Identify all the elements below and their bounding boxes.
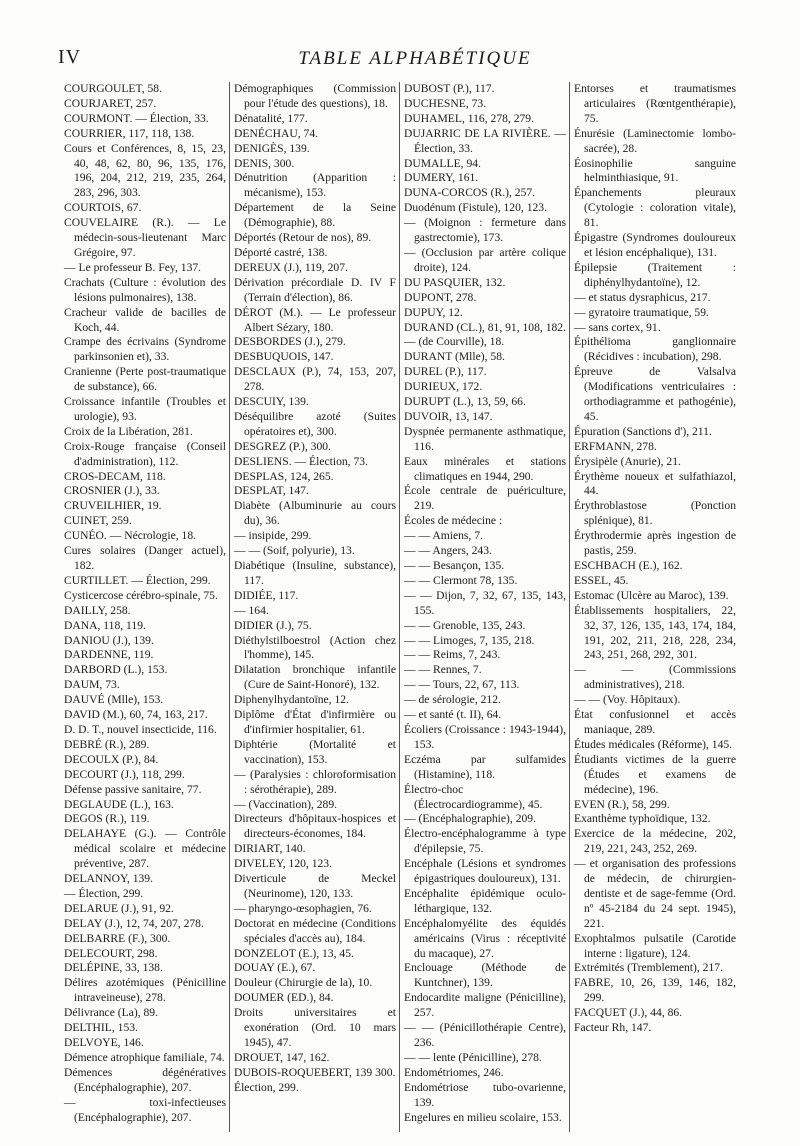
index-entry: — toxi-infectieuses (Encéphalographie), 207. bbox=[64, 1095, 226, 1124]
index-entry: DARDENNE, 119. bbox=[64, 648, 154, 662]
index-entry: DURAND (CL.), 81, 91, 108, 182. bbox=[404, 320, 566, 334]
index-entry: Croix-Rouge française (Conseil d'administration), 112. bbox=[64, 439, 226, 468]
index-entry: Entorses et traumatismes articulaires (Rœntgenthérapie), 75. bbox=[574, 82, 736, 125]
index-column-1 bbox=[64, 82, 226, 1125]
index-entry: Démographiques (Commission pour l'étude des questions), 18. bbox=[234, 82, 396, 110]
index-entry: Croix de la Libération, 281. bbox=[64, 424, 193, 438]
index-entry: Épuration (Sanctions d'), 211. bbox=[574, 424, 712, 438]
index-entry: Endométriomes, 246. bbox=[404, 1065, 504, 1079]
index-entry: DUJARRIC DE LA RIVIÈRE. — Élection, 33. bbox=[404, 126, 566, 155]
index-entry: Endocardite maligne (Pénicilline), 257. bbox=[404, 991, 566, 1020]
index-entry: DELECOURT, 298. bbox=[64, 946, 158, 960]
index-entry: Doctorat en médecine (Conditions spéciales d'accès au), 184. bbox=[234, 916, 396, 945]
index-entry: DELVOYE, 146. bbox=[64, 1036, 144, 1049]
index-entry: Dénatalité, 177. bbox=[234, 111, 308, 125]
index-entry: — gyratoire traumatique, 59. bbox=[574, 305, 709, 319]
index-entry: Eaux minérales et stations climatiques en 1944, 290. bbox=[404, 454, 566, 483]
index-entry: DIDIÉE, 117. bbox=[234, 588, 299, 602]
index-column-2 bbox=[234, 82, 396, 1096]
index-entry: DUNA-CORCOS (R.), 257. bbox=[404, 186, 536, 200]
index-entry: — (Occlusion par artère colique droite), 124. bbox=[404, 245, 566, 274]
index-entry: DANA, 118, 119. bbox=[64, 618, 146, 632]
index-entry: DEBRÉ (R.), 289. bbox=[64, 737, 150, 751]
index-entry: Enclouage (Méthode de Kuntchner), 139. bbox=[404, 961, 566, 990]
index-entry: Déséquilibre azoté (Suites opératoires et), 300. bbox=[234, 409, 396, 438]
index-entry: DUPONT, 278. bbox=[404, 290, 477, 304]
index-entry: DEREUX (J.), 119, 207. bbox=[234, 260, 348, 274]
index-entry: CURTILLET. — Élection, 299. bbox=[64, 573, 211, 587]
index-entry: — Le professeur B. Fey, 137. bbox=[64, 260, 202, 274]
index-entry: COURRIER, 117, 118, 138. bbox=[64, 126, 195, 140]
index-entry: Diabète (Albuminurie au cours du), 36. bbox=[234, 499, 396, 528]
index-entry: DAUVÉ (Mlle), 153. bbox=[64, 693, 164, 707]
index-entry: DELAY (J.), 12, 74, 207, 278. bbox=[64, 916, 204, 930]
index-entry: Éosinophilie sanguine helminthiasique, 91. bbox=[574, 156, 736, 185]
index-entry: Étudiants victimes de la guerre (Études et examens de médecine), 196. bbox=[574, 752, 736, 796]
index-entry: — — (Soif, polyurie), 13. bbox=[234, 544, 355, 558]
index-entry: EVEN (R.), 58, 299. bbox=[574, 797, 670, 811]
index-entry: Encéphalomyélite des équidés américains (Virus : réceptivité du macaque), 27. bbox=[404, 916, 566, 960]
index-entry: DEGOS (R.), 119. bbox=[64, 812, 150, 826]
index-entry: DECOURT (J.), 118, 299. bbox=[64, 767, 185, 781]
index-entry: Déporté castré, 138. bbox=[234, 245, 328, 259]
index-entry: DAUM, 73. bbox=[64, 678, 120, 692]
index-entry: FABRE, 10, 26, 139, 146, 182, 299. bbox=[574, 976, 736, 1005]
index-entry: DUBOST (P.), 117. bbox=[404, 82, 495, 95]
index-entry: CROS-DECAM, 118. bbox=[64, 469, 166, 483]
index-entry: — et status dysraphicus, 217. bbox=[574, 290, 711, 304]
index-entry: — (Encéphalographie), 209. bbox=[404, 812, 536, 826]
index-entry: — — Tours, 22, 67, 113. bbox=[404, 678, 520, 692]
index-entry: État confusionnel et accès maniaque, 289. bbox=[574, 708, 736, 736]
index-entry: DENIS, 300. bbox=[234, 156, 295, 170]
index-entry: DUREL (P.), 117. bbox=[404, 365, 487, 379]
index-entry: DANIOU (J.), 139. bbox=[64, 633, 154, 647]
index-entry: — 164. bbox=[234, 603, 269, 617]
index-entry: Extrémités (Tremblement), 217. bbox=[574, 961, 723, 975]
index-entry: — — Clermont 78, 135. bbox=[404, 573, 518, 587]
index-entry: — (de Courville), 18. bbox=[404, 335, 505, 349]
index-entry: DAVID (M.), 60, 74, 163, 217. bbox=[64, 708, 208, 722]
index-entry: — Élection, 299. bbox=[64, 886, 144, 900]
index-entry: ESSEL, 45. bbox=[574, 573, 629, 587]
index-entry: Crampe des écrivains (Syndrome parkinsonien et), 33. bbox=[64, 335, 226, 364]
index-entry: COURTOIS, 67. bbox=[64, 201, 142, 215]
index-entry: DOUAY (E.), 67. bbox=[234, 961, 316, 975]
index-entry: DUCHESNE, 73. bbox=[404, 96, 487, 110]
index-entry: Écoles de médecine : bbox=[404, 514, 503, 528]
index-entry: DELÉPINE, 33, 138. bbox=[64, 961, 163, 975]
index-entry: Énurésie (Laminectomie lombo-sacrée), 28. bbox=[574, 126, 736, 155]
index-entry: DENIGÈS, 139. bbox=[234, 141, 310, 155]
index-entry: Cysticercose cérébro-spinale, 75. bbox=[64, 588, 218, 602]
index-entry: Élection, 299. bbox=[234, 1080, 299, 1094]
index-column-4 bbox=[574, 82, 736, 1036]
page-number: IV bbox=[58, 46, 82, 68]
index-entry: — — Besançon, 135. bbox=[404, 559, 505, 572]
index-entry: Facteur Rh, 147. bbox=[574, 1021, 652, 1035]
column-divider bbox=[229, 82, 230, 1132]
index-entry: DIRIART, 140. bbox=[234, 842, 306, 856]
index-entry: CROSNIER (J.), 33. bbox=[64, 484, 160, 498]
index-entry: COURJARET, 257. bbox=[64, 96, 157, 110]
index-entry: COURMONT. — Élection, 33. bbox=[64, 111, 209, 125]
index-entry: — (Moignon : fermeture dans gastrectomie), 173. bbox=[404, 216, 566, 245]
index-entry: DESCLAUX (P.), 74, 153, 207, 278. bbox=[234, 365, 396, 394]
index-entry: — et organisation des professions de médecin, de chirurgien-dentiste et de sage-femme (Ord. nº 45-2184 du 24 sept. 1945), 221. bbox=[574, 857, 736, 930]
index-entry: FACQUET (J.), 44, 86. bbox=[574, 1006, 683, 1020]
index-entry: D. D. T., nouvel insecticide, 116. bbox=[64, 722, 217, 736]
index-entry: Dilatation bronchique infantile (Cure de Saint-Honoré), 132. bbox=[234, 663, 396, 692]
index-column-3 bbox=[404, 82, 566, 1125]
index-entry: Département de la Seine (Démographie), 88. bbox=[234, 201, 396, 230]
index-entry: CUNÉO. — Nécrologie, 18. bbox=[64, 529, 197, 543]
index-entry: Défense passive sanitaire, 77. bbox=[64, 782, 202, 796]
index-entry: DELARUE (J.), 91, 92. bbox=[64, 901, 174, 915]
index-entry: DESLIENS. — Élection, 73. bbox=[234, 454, 368, 468]
index-entry: Directeurs d'hôpitaux-hospices et directeurs-économes, 184. bbox=[234, 812, 396, 841]
index-entry: DURANT (Mlle), 58. bbox=[404, 350, 505, 364]
index-entry: Démences dégénératives (Encéphalographie), 207. bbox=[64, 1065, 226, 1094]
index-entry: Encéphalite épidémique oculo-léthargique, 132. bbox=[404, 886, 566, 915]
index-entry: — — (Pénicillothérapie Centre), 236. bbox=[404, 1021, 566, 1049]
index-entry: DESBORDES (J.), 279. bbox=[234, 335, 346, 349]
index-entry: — — (Voy. Hôpitaux). bbox=[574, 693, 681, 707]
index-entry: — (Paralysies : chloroformisation : sérothérapie), 289. bbox=[234, 767, 396, 796]
index-columns bbox=[64, 82, 764, 1132]
index-entry: Croissance infantile (Troubles et urologie), 93. bbox=[64, 395, 226, 423]
index-entry: — sans cortex, 91. bbox=[574, 320, 661, 334]
index-entry: Érythrodermie après ingestion de pastis, 259. bbox=[574, 529, 736, 558]
index-entry: — — Angers, 243. bbox=[404, 544, 492, 558]
index-entry: DELAHAYE (G.). — Contrôle médical scolaire et médecine préventive, 287. bbox=[64, 827, 226, 871]
index-entry: DU PASQUIER, 132. bbox=[404, 275, 506, 289]
index-entry: CUINET, 259. bbox=[64, 514, 132, 528]
index-entry: DURUPT (L.), 13, 59, 66. bbox=[404, 395, 526, 409]
index-entry: Cours et Conférences, 8, 15, 23, 40, 48, 62, 80, 96, 135, 176, 196, 204, 212, 219, 235, 264, 283, 296, 303. bbox=[64, 141, 226, 200]
index-entry: DEGLAUDE (L.), 163. bbox=[64, 797, 174, 811]
index-entry: DOUMER (ED.), 84. bbox=[234, 991, 334, 1005]
index-entry: ESCHBACH (E.), 162. bbox=[574, 559, 683, 572]
index-entry: DONZELOT (E.), 13, 45. bbox=[234, 946, 354, 960]
index-entry: Épigastre (Syndromes douloureux et lésion encéphalique), 131. bbox=[574, 231, 736, 259]
index-entry: Engelures en milieu scolaire, 153. bbox=[404, 1110, 562, 1124]
index-entry: Démence atrophique familiale, 74. bbox=[64, 1050, 225, 1064]
index-entry: DELTHIL, 153. bbox=[64, 1021, 138, 1035]
index-entry: Épilepsie (Traitement : diphénylhydantoïne), 12. bbox=[574, 260, 736, 289]
index-entry: DESPLAT, 147. bbox=[234, 484, 309, 498]
index-entry: Dyspnée permanente asthmatique, 116. bbox=[404, 424, 566, 453]
index-entry: Délires azotémiques (Pénicilline intraveineuse), 278. bbox=[64, 976, 226, 1005]
index-entry: Diplôme d'État d'infirmière ou d'infirmier hospitalier, 61. bbox=[234, 708, 396, 736]
index-entry: — — lente (Pénicilline), 278. bbox=[404, 1050, 542, 1064]
index-entry: École centrale de puériculture, 219. bbox=[404, 484, 566, 513]
index-entry: Diphtérie (Mortalité et vaccination), 153. bbox=[234, 737, 396, 766]
index-entry: — — Dijon, 7, 32, 67, 135, 143, 155. bbox=[404, 588, 566, 617]
index-entry: Exanthème typhoïdique, 132. bbox=[574, 812, 711, 826]
index-entry: DUPUY, 12. bbox=[404, 305, 463, 319]
index-entry: CRUVEILHIER, 19. bbox=[64, 499, 162, 513]
index-entry: Estomac (Ulcère au Maroc), 139. bbox=[574, 588, 729, 602]
index-entry: DESBUQUOIS, 147. bbox=[234, 350, 334, 364]
index-entry: Duodénum (Fistule), 120, 123. bbox=[404, 201, 547, 215]
index-entry: Déportés (Retour de nos), 89. bbox=[234, 231, 372, 245]
index-entry: Douleur (Chirurgie de la), 10. bbox=[234, 976, 373, 990]
index-entry: Établissements hospitaliers, 22, 32, 37, 126, 135, 143, 174, 184, 191, 202, 211, 218, 228, 234, 243, 251, 268, 292, 301. bbox=[574, 603, 736, 662]
index-entry: — insipide, 299. bbox=[234, 529, 312, 543]
index-entry: Droits universitaires et exonération (Ord. 10 mars 1945), 47. bbox=[234, 1006, 396, 1049]
index-entry: DÉROT (M.). — Le professeur Albert Sézary, 180. bbox=[234, 305, 396, 334]
index-entry: Délivrance (La), 89. bbox=[64, 1006, 158, 1020]
index-entry: DROUET, 147, 162. bbox=[234, 1050, 330, 1064]
index-entry: Eczéma par sulfamides (Histamine), 118. bbox=[404, 752, 566, 781]
page-title: TABLE ALPHABÉTIQUE bbox=[298, 48, 532, 69]
index-entry: — — Rennes, 7. bbox=[404, 663, 482, 677]
index-entry: DESGREZ (P.), 300. bbox=[234, 439, 331, 453]
index-entry: DUHAMEL, 116, 278, 279. bbox=[404, 111, 534, 125]
index-entry: COUVELAIRE (R.). — Le médecin-sous-lieutenant Marc Grégoire, 97. bbox=[64, 216, 226, 259]
index-entry: Épreuve de Valsalva (Modifications ventriculaires : orthodiagramme et pathogénie), 45. bbox=[574, 365, 736, 423]
index-entry: Électro-encéphalogramme à type d'épilepsie, 75. bbox=[404, 827, 566, 856]
column-divider bbox=[399, 82, 400, 1132]
index-entry: DESPLAS, 124, 265. bbox=[234, 469, 334, 483]
index-entry: Écoliers (Croissance : 1943-1944), 153. bbox=[404, 722, 566, 751]
index-entry: Cranienne (Perte post-traumatique de substance), 66. bbox=[64, 365, 226, 394]
index-entry: Crachats (Culture : évolution des lésions pulmonaires), 138. bbox=[64, 275, 226, 304]
index-entry: — — Amiens, 7. bbox=[404, 529, 483, 543]
index-entry: — et santé (t. II), 64. bbox=[404, 708, 502, 722]
column-divider bbox=[569, 82, 570, 1132]
index-entry: — (Vaccination), 289. bbox=[234, 797, 338, 811]
index-entry: Épithélioma ganglionnaire (Récidives : incubation), 298. bbox=[574, 335, 736, 364]
index-entry: Électro-choc (Électrocardiogramme), 45. bbox=[404, 782, 543, 811]
index-entry: DURIEUX, 172. bbox=[404, 380, 483, 394]
index-entry: Diphenylhydantoïne, 12. bbox=[234, 693, 349, 707]
index-entry: DUVOIR, 13, 147. bbox=[404, 409, 493, 423]
index-entry: DUBOIS-ROQUEBERT, 139 300. bbox=[234, 1065, 396, 1079]
index-entry: DELANNOY, 139. bbox=[64, 872, 153, 886]
index-entry: Exercice de la médecine, 202, 219, 221, 243, 252, 269. bbox=[574, 827, 736, 856]
index-entry: DECOULX (P.), 84. bbox=[64, 752, 159, 766]
index-entry: DELBARRE (F.), 300. bbox=[64, 931, 171, 945]
index-entry: Érysipèle (Anurie), 21. bbox=[574, 454, 681, 468]
index-entry: DIDIER (J.), 75. bbox=[234, 618, 312, 632]
index-entry: Diéthylstilboestrol (Action chez l'homme), 145. bbox=[234, 633, 396, 662]
index-entry: Exophtalmos pulsatile (Carotide interne : ligature), 124. bbox=[574, 931, 736, 960]
index-entry: Encéphale (Lésions et syndromes épigastriques douloureux), 131. bbox=[404, 857, 566, 886]
index-entry: ERFMANN, 278. bbox=[574, 439, 657, 453]
index-entry: DARBORD (L.), 153. bbox=[64, 663, 168, 677]
index-entry: Dénutrition (Apparition : mécanisme), 153. bbox=[234, 171, 396, 200]
index-entry: DENÉCHAU, 74. bbox=[234, 126, 319, 140]
index-entry: — — (Commissions administratives), 218. bbox=[574, 663, 736, 692]
index-entry: COURGOULET, 58. bbox=[64, 82, 163, 95]
index-entry: Cures solaires (Danger actuel), 182. bbox=[64, 544, 226, 572]
index-entry: Épanchements pleuraux (Cytologie : coloration vitale), 81. bbox=[574, 186, 736, 230]
index-entry: Cracheur valide de bacilles de Koch, 44. bbox=[64, 305, 226, 334]
index-entry: — de sérologie, 212. bbox=[404, 693, 501, 707]
index-entry: DAILLY, 258. bbox=[64, 603, 131, 617]
index-entry: DUMERY, 161. bbox=[404, 171, 479, 185]
index-entry: — pharyngo-œsophagien, 76. bbox=[234, 901, 372, 915]
index-entry: Diverticule de Meckel (Neurinome), 120, 133. bbox=[234, 872, 396, 900]
index-entry: Endométriose tubo-ovarienne, 139. bbox=[404, 1080, 566, 1109]
index-entry: DIVELEY, 120, 123. bbox=[234, 857, 333, 871]
index-entry: Diabétique (Insuline, substance), 117. bbox=[234, 559, 396, 587]
index-entry: Érythroblastose (Ponction splénique), 81. bbox=[574, 499, 736, 528]
index-entry: Dérivation précordiale D. IV F (Terrain d'élection), 86. bbox=[234, 275, 396, 304]
index-entry: DUMALLE, 94. bbox=[404, 156, 481, 170]
index-entry: — — Reims, 7, 243. bbox=[404, 648, 501, 662]
index-entry: — — Grenoble, 135, 243. bbox=[404, 618, 526, 632]
index-entry: DESCUIY, 139. bbox=[234, 395, 309, 409]
index-entry: — — Limoges, 7, 135, 218. bbox=[404, 633, 535, 647]
index-entry: Études médicales (Réforme), 145. bbox=[574, 737, 733, 751]
index-entry: Érythème noueux et sulfathiazol, 44. bbox=[574, 469, 736, 498]
